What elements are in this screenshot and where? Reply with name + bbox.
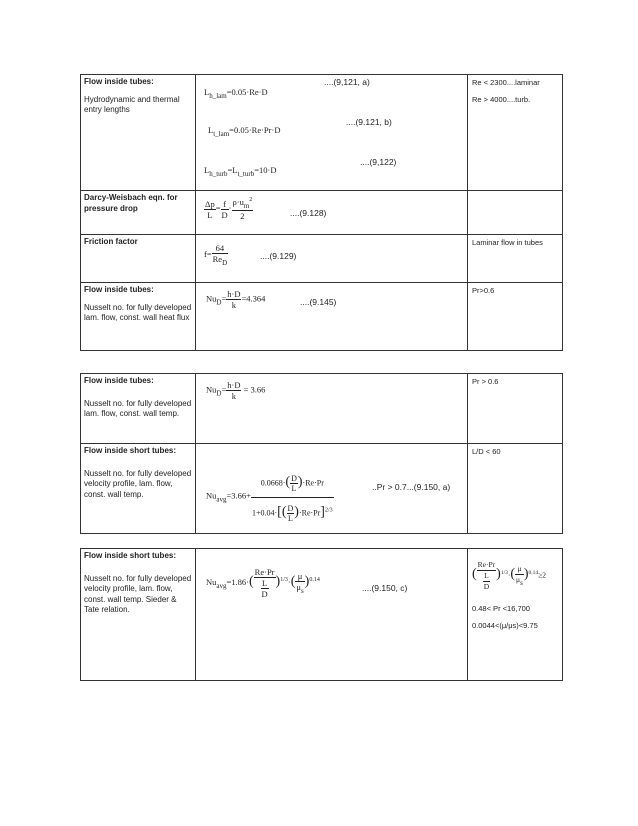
condition-text: 0.0044<(μ/μs)<9.75 [472,621,538,630]
table-row [81,283,563,351]
formula-table-2 [80,373,563,534]
condition-formula: ( $\frac{Re\cdot Pr}{\frac{L}{D}}$ )$^{1/3}$·( $\frac{\mu}{\mu s}$ )$^{0.14}$≥2 [472,560,546,591]
equation-ref: ....(9.121, b) [346,117,392,127]
row-title: Flow inside short tubes: [84,446,177,455]
equation-nusselt-wall-temp: $Nu_D=$ $\frac{h\cdot D}{k}$ = 3.66 [206,380,266,401]
equation-sieder-tate: $Nu_{avg}=1.86\cdot$( $\frac{Re\cdot Pr}{\frac{L}{D}}$ )$^{1/3}$·( $\frac{\mu}{\mu_s}$ )$^{0.14}$ [206,567,320,599]
table-row [81,235,563,283]
condition-text: Laminar flow in tubes [472,238,543,247]
row-title: Flow inside tubes: [84,376,154,385]
table-row [81,444,563,534]
row-title: Flow inside tubes: [84,285,154,294]
condition-text: Pr>0.6 [472,286,495,295]
condition-text: L/D < 60 [472,447,501,456]
formula-table-1 [80,74,563,351]
row-title: Flow inside short tubes: [84,551,177,560]
condition-text: Pr > 0.6 [472,377,499,386]
table-row [81,549,563,681]
equation-entry-length-hydro: $L_{h\_lam}=0.05\cdot Re\cdot D$ [204,87,268,100]
equation-friction-factor: f= $\frac{64}{Re_D}$ [204,243,228,267]
equation-ref: ....(9.150, c) [362,583,408,593]
equation-nusselt-short-tube: $Nu_{avg}=3.66+$ 0.0668·( $\frac{D}{L}$ )·Re·Pr 1+0.04·[( $\frac{D}{L}$ )·Re·Pr]$^{2/3}$ [206,470,334,523]
row-title: Flow inside tubes: [84,77,154,86]
condition-text: 0.48< Pr <16,700 [472,604,530,613]
equation-entry-length-thermal: $L_{t\_lam}=0.05\cdot Re\cdot Pr\cdot D$ [208,125,281,138]
equation-ref: ....(9.145) [300,297,337,307]
row-description: Hydrodynamic and thermal entry lengths [84,94,180,114]
row-description: Nusselt no. for fully developed lam. flow, const. wall temp. [84,398,192,418]
equation-ref: ....(9,121, a) [324,77,370,87]
row-title: Friction factor [84,237,138,246]
condition-text: Re > 4000....turb. [472,95,531,104]
equation-ref: ..Pr > 0.7...(9.150, a) [372,482,451,492]
condition-text: Re < 2300....laminar [472,78,540,87]
equation-ref: ....(9,122) [360,157,397,167]
equation-darcy-weisbach: $\frac{\Delta p}{L}$ = $\frac{f}{D}$ · $\frac{\rho\cdot u_m^2}{2}$ [205,197,253,221]
equation-ref: ....(9.129) [260,251,297,261]
equation-nusselt-heat-flux: $Nu_D=$ $\frac{h\cdot D}{k}$ =4.364 [206,289,266,310]
equation-entry-length-turb: $L_{h\_turb}=L_{t\_turb}=10\cdot D$ [204,165,277,178]
row-description: Nusselt no. for fully developed velocity profile, lam. flow, const. wall temp. Sieder & Tate relation. [84,573,192,614]
table-row [81,75,563,191]
formula-table-3 [80,548,563,681]
table-row [81,374,563,444]
table-row [81,191,563,235]
row-title: Darcy-Weisbach eqn. for pressure drop [84,193,178,213]
row-description: Nusselt no. for fully developed lam. flow, const. wall heat flux [84,302,192,322]
row-description: Nusselt no. for fully developed velocity profile, lam. flow, const. wall temp. [84,468,192,499]
equation-ref: ....(9.128) [290,208,327,218]
